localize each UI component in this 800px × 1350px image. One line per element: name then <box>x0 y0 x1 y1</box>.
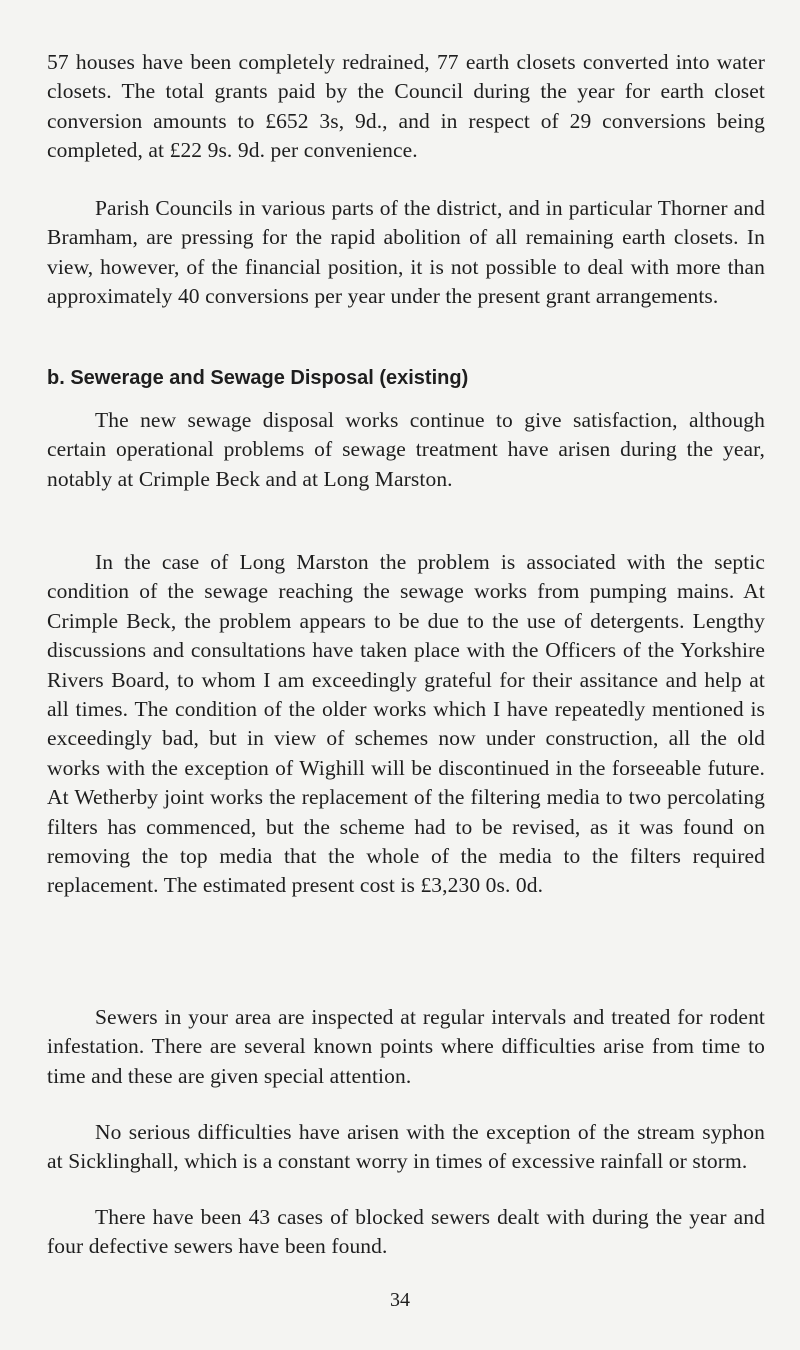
paragraph-parish-councils: Parish Councils in various parts of the district, and in particular Thorner and Bramham, are pressing for the rapid abolition of all remaining earth closets. In view, however, of the financial position, it is not possible to deal with more than approximately 40 conversions per year under the present grant arrangements. <box>47 196 765 309</box>
page-number: 34 <box>390 1289 410 1311</box>
paragraph-sewers-inspection: Sewers in your area are inspected at regular intervals and treated for rodent infestation. There are several known points where difficulties arise from time to time and these are given special attention. <box>47 1005 765 1088</box>
paragraph-stream-syphon: No serious difficulties have arisen with the exception of the stream syphon at Sicklinghall, which is a constant worry in times of excessive rainfall or storm. <box>47 1120 765 1174</box>
section-heading-sewerage: b. Sewerage and Sewage Disposal (existing) <box>47 367 469 389</box>
paragraph-long-marston: In the case of Long Marston the problem is associated with the septic condition of the sewage reaching the sewage works from pumping mains. At Crimple Beck, the problem appears to be due to the use of detergents. Lengthy discussions and consultations have taken place with the Officers of the Yorkshire Rivers Board, to whom I am exceedingly grateful for their assitance and help at all times. The condition of the older works which I have repeatedly mentioned is exceedingly bad, but in view of schemes now under construction, all the old works with the exception of Wighill will be discontinued in the forseeable future. At Wetherby joint works the replacement of the filtering media to two percolating filters has commenced, but the scheme had to be revised, as it was found on removing the top media that the whole of the media to the filters required replacement. The estimated present cost is £3,230 0s. 0d. <box>47 550 765 898</box>
paragraph-redraining: 57 houses have been completely redrained, 77 earth closets converted into water closets. The total grants paid by the Council during the year for earth closet conversion amounts to £652 3s, 9d., and in respect of 29 conversions being completed, at £22 9s. 9d. per convenience. <box>47 50 765 163</box>
paragraph-sewage-works: The new sewage disposal works continue to give satisfaction, although certain operational problems of sewage treatment have arisen during the year, notably at Crimple Beck and at Long Marston. <box>47 408 765 491</box>
paragraph-blocked-sewers: There have been 43 cases of blocked sewers dealt with during the year and four defective sewers have been found. <box>47 1205 765 1259</box>
